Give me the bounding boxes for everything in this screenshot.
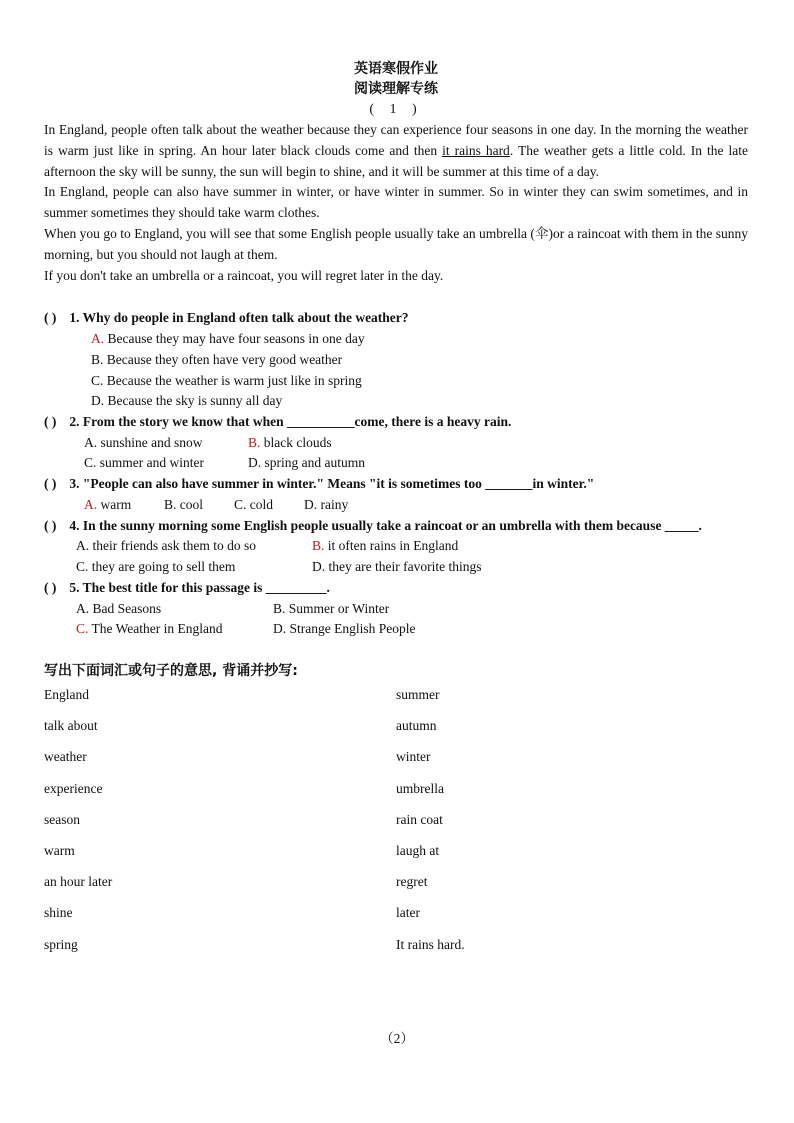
underlined-phrase: it rains hard bbox=[442, 142, 510, 158]
option-2d[interactable]: D. spring and autumn bbox=[248, 455, 365, 471]
option-2a[interactable]: A. sunshine and snow bbox=[84, 434, 203, 450]
option-1c[interactable]: C. Because the weather is warm just like in spring bbox=[91, 372, 362, 388]
options-3-row bbox=[44, 495, 748, 516]
vocab-row bbox=[44, 781, 748, 812]
vocab-item: an hour later bbox=[44, 874, 113, 890]
vocab-item: talk about bbox=[44, 718, 98, 734]
option-3b[interactable]: B. cool bbox=[164, 496, 204, 512]
passage-paragraph-3: When you go to England, you will see that some English people usually take an umbrella (伞)or a raincoat with them in the sunny morning, but you should not laugh at them. bbox=[44, 225, 748, 262]
option-2c[interactable]: C. summer and winter bbox=[84, 455, 204, 471]
option-4c[interactable]: C. they are going to sell them bbox=[76, 559, 236, 575]
vocab-row bbox=[44, 749, 748, 780]
option-5d[interactable]: D. Strange English People bbox=[273, 621, 416, 637]
question-4: ( ) 4. In the sunny morning some English people usually take a raincoat or an umbrella with them because _____. bbox=[44, 516, 748, 537]
question-5: ( ) 5. The best title for this passage is _________. bbox=[44, 578, 748, 599]
worksheet-page bbox=[44, 60, 748, 968]
vocab-item: autumn bbox=[396, 718, 437, 734]
questions-section bbox=[44, 308, 748, 640]
reading-passage bbox=[44, 120, 748, 286]
options-2-row-1 bbox=[44, 433, 748, 454]
answer-blank[interactable]: ( ) bbox=[44, 517, 57, 533]
question-2: ( ) 2. From the story we know that when __________come, there is a heavy rain. bbox=[44, 412, 748, 433]
options-5-row-2 bbox=[44, 619, 748, 640]
vocab-item: winter bbox=[396, 749, 431, 765]
vocab-item: later bbox=[396, 905, 420, 921]
option-3a[interactable]: A. warm bbox=[84, 496, 132, 512]
option-3d[interactable]: D. rainy bbox=[304, 496, 349, 512]
vocab-item: regret bbox=[396, 874, 428, 890]
option-2b[interactable]: B. black clouds bbox=[248, 434, 332, 450]
vocab-row bbox=[44, 937, 748, 968]
option-5b[interactable]: B. Summer or Winter bbox=[273, 600, 390, 616]
vocab-row bbox=[44, 874, 748, 905]
vocab-item: weather bbox=[44, 749, 87, 765]
answer-blank[interactable]: ( ) bbox=[44, 310, 57, 326]
vocab-item: rain coat bbox=[396, 811, 443, 827]
worksheet-subtitle: 阅读理解专练 bbox=[354, 82, 438, 97]
vocab-row bbox=[44, 905, 748, 936]
option-4a[interactable]: A. their friends ask them to do so bbox=[76, 538, 256, 554]
vocab-item: experience bbox=[44, 780, 103, 796]
vocab-item: shine bbox=[44, 905, 73, 921]
option-1a[interactable]: A. Because they may have four seasons in one day bbox=[91, 331, 365, 347]
vocab-item: summer bbox=[396, 687, 440, 703]
passage-number: ( 1 ) bbox=[369, 102, 423, 117]
vocab-item: season bbox=[44, 811, 80, 827]
vocab-item: spring bbox=[44, 936, 78, 952]
question-3: ( ) 3. "People can also have summer in winter." Means "it is sometimes too _______in winter." bbox=[44, 474, 748, 495]
option-1d[interactable]: D. Because the sky is sunny all day bbox=[91, 393, 283, 409]
passage-paragraph-4: If you don't take an umbrella or a raincoat, you will regret later in the day. bbox=[44, 267, 444, 283]
options-4-row-2 bbox=[44, 557, 748, 578]
options-5-row-1 bbox=[44, 599, 748, 620]
page-number: （2） bbox=[380, 1031, 414, 1046]
vocab-item: laugh at bbox=[396, 843, 440, 859]
option-4d[interactable]: D. they are their favorite things bbox=[312, 559, 482, 575]
options-4-row-1 bbox=[44, 536, 748, 557]
passage-paragraph-2: In England, people can also have summer in winter, or have winter in summer. So in winter they can swim sometimes, and in summer sometimes they should take warm clothes. bbox=[44, 184, 748, 221]
vocab-instruction: 写出下面词汇或句子的意思, 背诵并抄写: bbox=[44, 663, 298, 680]
vocab-item: warm bbox=[44, 843, 75, 859]
vocab-item: England bbox=[44, 687, 89, 703]
answer-blank[interactable]: ( ) bbox=[44, 579, 57, 595]
vocab-row bbox=[44, 812, 748, 843]
option-4b[interactable]: B. it often rains in England bbox=[312, 538, 459, 554]
option-3c[interactable]: C. cold bbox=[234, 496, 274, 512]
option-5a[interactable]: A. Bad Seasons bbox=[76, 600, 162, 616]
vocab-item: umbrella bbox=[396, 780, 444, 796]
option-1b[interactable]: B. Because they often have very good weather bbox=[91, 351, 343, 367]
answer-blank[interactable]: ( ) bbox=[44, 413, 57, 429]
passage-paragraph-1: In England, people often talk about the weather because they can experience four seasons in one day. In the morning the weather is warm just like in spring. An hour later black clouds come and then it rains hard. The weather gets a little cold. In the late afternoon the sky will be sunny, the sun will begin to shine, and it will be summer at this time of a day. bbox=[44, 122, 748, 179]
worksheet-title: 英语寒假作业 bbox=[354, 62, 438, 77]
question-1: ( ) 1. Why do people in England often talk about the weather? bbox=[44, 308, 748, 329]
vocab-row bbox=[44, 687, 748, 718]
vocab-list bbox=[44, 687, 748, 968]
answer-blank[interactable]: ( ) bbox=[44, 476, 57, 492]
option-5c[interactable]: C. The Weather in England bbox=[76, 621, 223, 637]
vocab-item: It rains hard. bbox=[396, 936, 465, 952]
vocab-row bbox=[44, 718, 748, 749]
options-2-row-2 bbox=[44, 453, 748, 474]
vocab-row bbox=[44, 843, 748, 874]
